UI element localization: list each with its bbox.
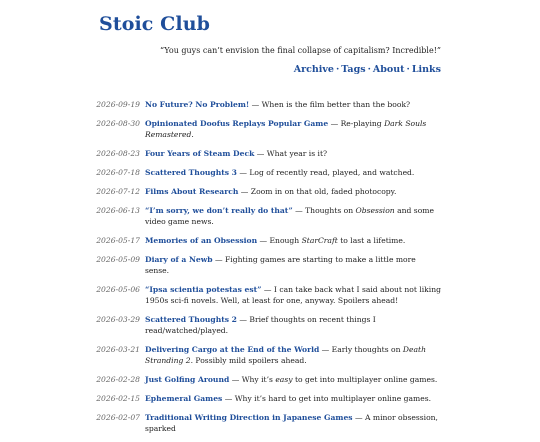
nav-separator: · — [367, 64, 371, 75]
post-description: — When is the film better than the book? — [249, 100, 411, 109]
post-date: 2026-07-18 — [96, 168, 140, 177]
nav-separator: · — [406, 64, 410, 75]
post-summary — [145, 99, 441, 110]
post-description: — Enough — [257, 236, 302, 245]
post-description-emphasis: Dark Souls Remastered — [145, 119, 427, 139]
post-summary — [145, 118, 441, 140]
post-title-link[interactable]: Diary of a Newb — [145, 255, 213, 264]
post-title-link[interactable]: Scattered Thoughts 2 — [145, 315, 237, 324]
post-summary — [145, 254, 441, 276]
nav-separator: · — [335, 64, 340, 75]
post-date: 2026-09-19 — [96, 100, 140, 109]
post-date: 2026-05-17 — [96, 236, 140, 245]
post-description-emphasis: Obsession — [355, 206, 395, 215]
post-date: 2026-03-21 — [96, 345, 140, 354]
post-summary — [145, 412, 441, 434]
post-title-link[interactable]: Films About Research — [145, 187, 239, 196]
nav-link-links[interactable]: Links — [411, 64, 441, 75]
post-entry — [0, 284, 540, 306]
post-title-link[interactable]: “I’m sorry, we don’t really do that” — [145, 206, 293, 215]
post-description: to get into multiplayer online games. — [292, 375, 438, 384]
post-entry — [0, 374, 540, 385]
post-entry — [0, 186, 540, 197]
post-description-emphasis: Death Stranding 2 — [145, 345, 426, 365]
post-summary — [145, 344, 441, 366]
post-entry — [0, 314, 540, 336]
post-entry — [0, 99, 540, 110]
post-entry — [0, 148, 540, 159]
site-tagline: “You guys can’t envision the final collapse of capitalism? Incredible!” — [159, 46, 441, 55]
post-list — [0, 99, 540, 442]
post-entry — [0, 254, 540, 276]
post-description: — Why it’s — [229, 375, 276, 384]
post-description: — Brief thoughts on recent things I read/watched/played. — [145, 315, 376, 335]
post-description: — What year is it? — [254, 149, 328, 158]
site-title[interactable]: Stoic Club — [99, 13, 211, 35]
post-title-link[interactable]: “Ipsa scientia potestas est” — [145, 285, 262, 294]
post-title-link[interactable]: No Future? No Problem! — [145, 100, 250, 109]
post-summary — [145, 284, 441, 306]
post-summary — [145, 393, 441, 404]
post-description: — Zoom in on that old, faded photocopy. — [238, 187, 397, 196]
main-nav — [294, 64, 441, 75]
post-summary — [145, 314, 441, 336]
post-summary — [145, 167, 441, 178]
post-date: 2026-06-13 — [96, 206, 140, 215]
post-date: 2026-02-07 — [96, 413, 140, 422]
post-date: 2026-02-15 — [96, 394, 140, 403]
post-entry — [0, 235, 540, 246]
post-date: 2026-03-29 — [96, 315, 140, 324]
post-description-emphasis: easy — [275, 375, 293, 384]
post-description: — Thoughts on — [292, 206, 356, 215]
nav-link-tags[interactable]: Tags — [341, 64, 366, 75]
post-title-link[interactable]: Ephemeral Games — [145, 394, 223, 403]
post-title-link[interactable]: Memories of an Obsession — [145, 236, 258, 245]
nav-link-archive[interactable]: Archive — [293, 64, 334, 75]
post-entry — [0, 205, 540, 227]
post-title-link[interactable]: Traditional Writing Direction in Japanese Games — [145, 413, 353, 422]
post-entry — [0, 118, 540, 140]
post-date: 2026-05-09 — [96, 255, 140, 264]
post-date: 2026-02-28 — [96, 375, 140, 384]
post-description: — Early thoughts on — [319, 345, 403, 354]
post-title-link[interactable]: Delivering Cargo at the End of the World — [145, 345, 320, 354]
post-description: — Re-playing — [328, 119, 385, 128]
post-title-link[interactable]: Opinionated Doofus Replays Popular Game — [145, 119, 329, 128]
post-description: — I can take back what I said about not liking 1950s sci-fi novels. Well, at least for one, anyway. Spoilers ahead! — [145, 285, 441, 305]
post-entry — [0, 344, 540, 366]
post-description: . Possibly mild spoilers ahead. — [190, 356, 307, 365]
post-description: — A minor obsession, sparked — [145, 413, 438, 433]
post-title-link[interactable]: Scattered Thoughts 3 — [145, 168, 237, 177]
post-summary — [145, 235, 441, 246]
post-description: . — [191, 130, 194, 139]
post-date: 2026-08-30 — [96, 119, 140, 128]
post-description: to last a lifetime. — [337, 236, 406, 245]
post-date: 2026-08-23 — [96, 149, 140, 158]
post-date: 2026-05-06 — [96, 285, 140, 294]
post-description: and some video game news. — [145, 206, 434, 226]
post-summary — [145, 186, 441, 197]
post-entry — [0, 393, 540, 404]
post-description: — Why it’s hard to get into multiplayer online games. — [222, 394, 432, 403]
post-date: 2026-07-12 — [96, 187, 140, 196]
post-summary — [145, 205, 441, 227]
post-description: — Fighting games are starting to make a little more sense. — [145, 255, 416, 275]
post-description-emphasis: StarCraft — [301, 236, 338, 245]
post-summary — [145, 148, 441, 159]
post-title-link[interactable]: Four Years of Steam Deck — [145, 149, 255, 158]
post-entry — [0, 412, 540, 434]
nav-link-about[interactable]: About — [372, 64, 405, 75]
post-title-link[interactable]: Just Golfing Around — [145, 375, 230, 384]
post-description: — Log of recently read, played, and watched. — [236, 168, 415, 177]
post-summary — [145, 374, 441, 385]
post-entry — [0, 167, 540, 178]
